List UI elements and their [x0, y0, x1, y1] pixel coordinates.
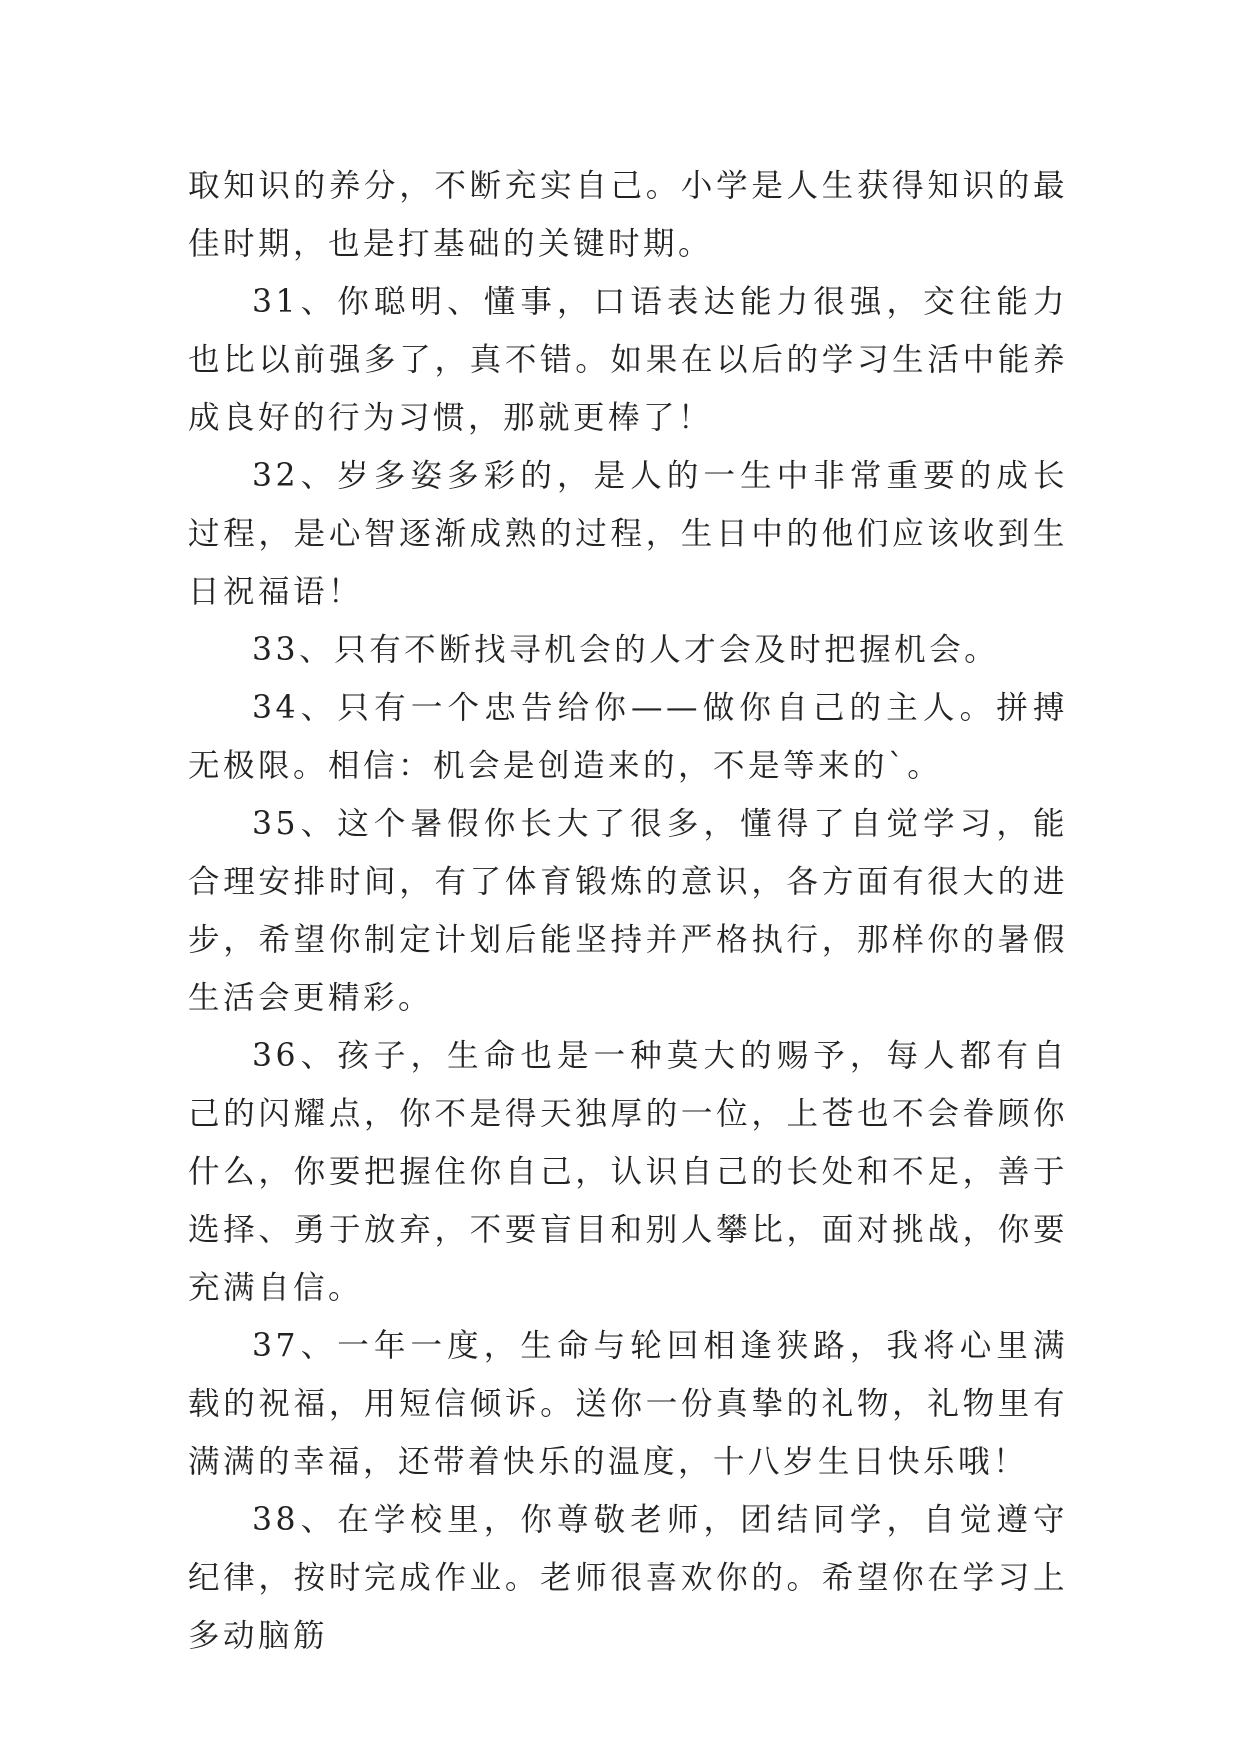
paragraph-36: 36、孩子，生命也是一种莫大的赐予，每人都有自己的闪耀点，你不是得天独厚的一位，上苍也不会眷顾你什么，你要把握住你自己，认识自己的长处和不足，善于选择、勇于放弃，不要盲目和别人攀比，面对挑战，你要充满自信。 — [188, 1038, 1068, 1306]
paragraph-34: 34、只有一个忠告给你——做你自己的主人。拼搏无极限。相信：机会是创造来的，不是等来的`。 — [188, 690, 1068, 784]
paragraph-31: 31、你聪明、懂事，口语表达能力很强，交往能力也比以前强多了，真不错。如果在以后的学习生活中能养成良好的行为习惯，那就更棒了！ — [188, 284, 1068, 436]
paragraph-38: 38、在学校里，你尊敬老师，团结同学，自觉遵守纪律，按时完成作业。老师很喜欢你的。希望你在学习上多动脑筋 — [188, 1502, 1068, 1654]
paragraph-continuation: 取知识的养分，不断充实自己。小学是人生获得知识的最佳时期，也是打基础的关键时期。 — [188, 168, 1068, 262]
paragraph-32: 32、岁多姿多彩的，是人的一生中非常重要的成长过程，是心智逐渐成熟的过程，生日中的他们应该收到生日祝福语！ — [188, 458, 1068, 610]
paragraph-35: 35、这个暑假你长大了很多，懂得了自觉学习，能合理安排时间，有了体育锻炼的意识，各方面有很大的进步，希望你制定计划后能坚持并严格执行，那样你的暑假生活会更精彩。 — [188, 806, 1068, 1016]
document-body — [188, 157, 1068, 1665]
paragraph-37: 37、一年一度，生命与轮回相逢狭路，我将心里满载的祝福，用短信倾诉。送你一份真挚的礼物，礼物里有满满的幸福，还带着快乐的温度，十八岁生日快乐哦！ — [188, 1328, 1068, 1480]
paragraph-33: 33、只有不断找寻机会的人才会及时把握机会。 — [252, 632, 1000, 668]
